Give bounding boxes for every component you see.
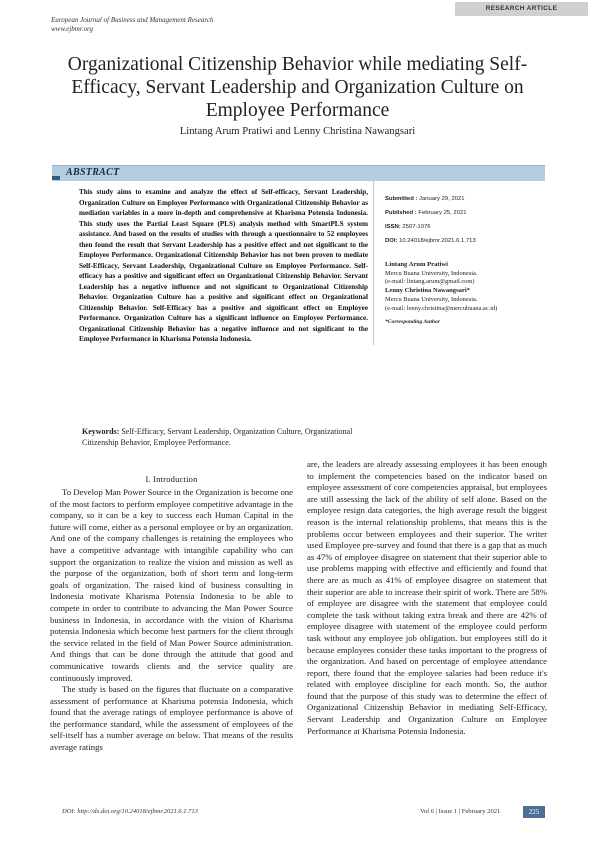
- abstract-divider: [373, 180, 374, 345]
- journal-name: European Journal of Business and Management Research: [51, 16, 214, 24]
- doi-label: DOI:: [385, 238, 398, 244]
- keywords-value: Self-Efficacy, Servant Leadership, Organization Culture, Organizational Citizenship Behavior, Employee Performance.: [82, 427, 353, 447]
- author1-affiliation: Mercu Buana University, Indonesia.: [385, 269, 478, 277]
- author-list: Lintang Arum Pratiwi and Lenny Christina Nawangsari: [179, 126, 416, 137]
- corresponding-author-note: *Corresponding Author: [385, 319, 440, 326]
- published-line: [385, 209, 555, 223]
- abstract-body: This study aims to examine and analyze the effect of Self-efficacy, Servant Leadership, Organization Culture on Employee Performance with Organizational Citizenship Behavior as mediation variables in a more in-depth and comprehensive at Kharisma Potensia Indonesia. This study uses the Partial Least Square (PLS) analysis method with SmartPLS system assistance. And based on the results of studies with through a questionnaire to 52 employees then found the result that Servant Leadership has a positive effect and not significant to the Employee Performance. Organizational Citizenship Behavior has not been proven to mediate Self-Efficacy, Servant Leadership, Organizational Culture on Employee Performance. Self-efficacy has a positive and significant effect on Organizational Citizenship Behavior. Servant Leadership has a negative influence and not significant to Organizational Citizenship Behavior. Organization Culture has a positive and significant effect on Organizational Citizenship Behavior. Self-Efficacy has a positive and significant effect on Employee Performance. Organization Culture has a significant influence on Employee Performance. Organizational Citizenship Behavior has a negative influence and not significant to the Employee Performance in Kharisma Potensia Indonesia.: [79, 188, 368, 343]
- paragraph: The study is based on the figures that fluctuate on a comparative assessment of performance at Kharisma potensia Indonesia, which found that the average ratings of employee performance is above of the performance standard, while the assessment of employees of the self-itself has a number average on below. That means of the results average ratings: [50, 684, 293, 753]
- abstract-header-bar: [52, 165, 545, 181]
- paper-title: Organizational Citizenship Behavior while mediating Self-Efficacy, Servant Leadership and Organization Culture on Employee Performance: [67, 54, 528, 121]
- doi-line: [385, 237, 555, 251]
- author2-affiliation: Mercu Buana University, Indonesia.: [385, 295, 478, 303]
- author2-name: Lenny Christina Nawangsari*: [385, 287, 470, 295]
- submitted-date: January 29, 2021: [419, 196, 465, 202]
- author2-email[interactable]: (e-mail: lenny.christina@mercubuana.ac.id): [385, 304, 498, 312]
- section-heading: I. Introduction: [145, 474, 198, 484]
- published-date: February 25, 2021: [418, 210, 467, 216]
- footer-volume: Vol 6 | Issue 1 | February 2021: [420, 808, 501, 815]
- paragraph: To Develop Man Power Source in the Organization is become one of the most factors to perform employee competitive advantage in the company, so it can be a key to success each Human Capital in the future will come, either as a personal employee or by an organization. And one of the company challenges is retaining the employees who have a competitive advantage with intangible capability who can support the organization to realize the vision and mission as well as the purpose of the organization, both of short term and long-term goals of organization. The raised kind of business consulting in Indonesia motivate Kharisma Potensia Indonesia to be able to compete in order to contribute to advancing the Man Power Source business in Indonesia, in accordance with the vision of Kharisma potensia Indonesia which become best partners for the client through the service related in the field of Man Power Source administration. And things that can be done through the attitude that good and communicative towards clients and the service quality are continuously improved.: [50, 487, 293, 683]
- issn-value: 2507-1076: [402, 224, 431, 230]
- keywords: [82, 427, 382, 448]
- issn-label: ISSN:: [385, 224, 401, 230]
- journal-url[interactable]: www.ejbmr.org: [51, 25, 94, 33]
- doi-value[interactable]: 10.24018/ejbmr.2021.6.1.713: [399, 238, 476, 244]
- article-metadata: [385, 195, 555, 325]
- page-number: 225: [523, 806, 545, 818]
- keywords-label: Keywords:: [82, 427, 120, 436]
- author1-name: Lintang Arum Pratiwi: [385, 261, 449, 268]
- author1-email[interactable]: (e-mail: lintang.arum@gmail.com): [385, 278, 475, 286]
- issn-line: [385, 223, 555, 237]
- body-column-right: [307, 459, 547, 737]
- footer-doi[interactable]: DOI: http://dx.doi.org/10.24018/ejbmr.2021.6.1.713: [62, 808, 198, 815]
- author-affiliations: [385, 261, 555, 313]
- body-column-left: [50, 487, 293, 754]
- abstract-accent-mark: [52, 176, 60, 180]
- article-type-badge: RESEARCH ARTICLE: [455, 2, 588, 16]
- journal-header: [51, 16, 213, 34]
- published-label: Published :: [385, 210, 417, 216]
- abstract-heading: ABSTRACT: [66, 167, 120, 178]
- submitted-label: Submitted :: [385, 196, 418, 202]
- paragraph: are, the leaders are already assessing employees it has been enough to implement the competencies based on the indicator based on employee assessment of core competencies appraisal, but employees are still assessing the lack of the ability of self alone. Based on the employee resign data categories, the high average result the biggest reason is the internal relationship problems, that means this is the problems occur between employees and their superior. The writer used Employee pre-survey and found that there is a gap that as much as 47% of employee disagree on statement that their superior able to use problems mapping with effective and efficiently and found that there are as much as 41% of employee disagree on statement that their superior are able to increase their spirit of work. There are 58% of employee are disagree with the statement that employee could complete the task without taking extra break and there are 42% of employee disagree with statement of the employee could perform task without any employee job obligation. but employees still do it because employees consider these tasks important to the progress of the organization. And based on percentage of employee attendance report, there found that the employee salaries had been reduce it's related with employee discipline for each month. So, the author found that the purpose of this study was to determine the effect of Organizational Citizenship Behavior in mediating Self-Efficacy, Servant Leadership and Organization Culture on Employee Performance at Kharisma Potensia Indonesia.: [307, 459, 547, 736]
- submitted-line: [385, 195, 555, 209]
